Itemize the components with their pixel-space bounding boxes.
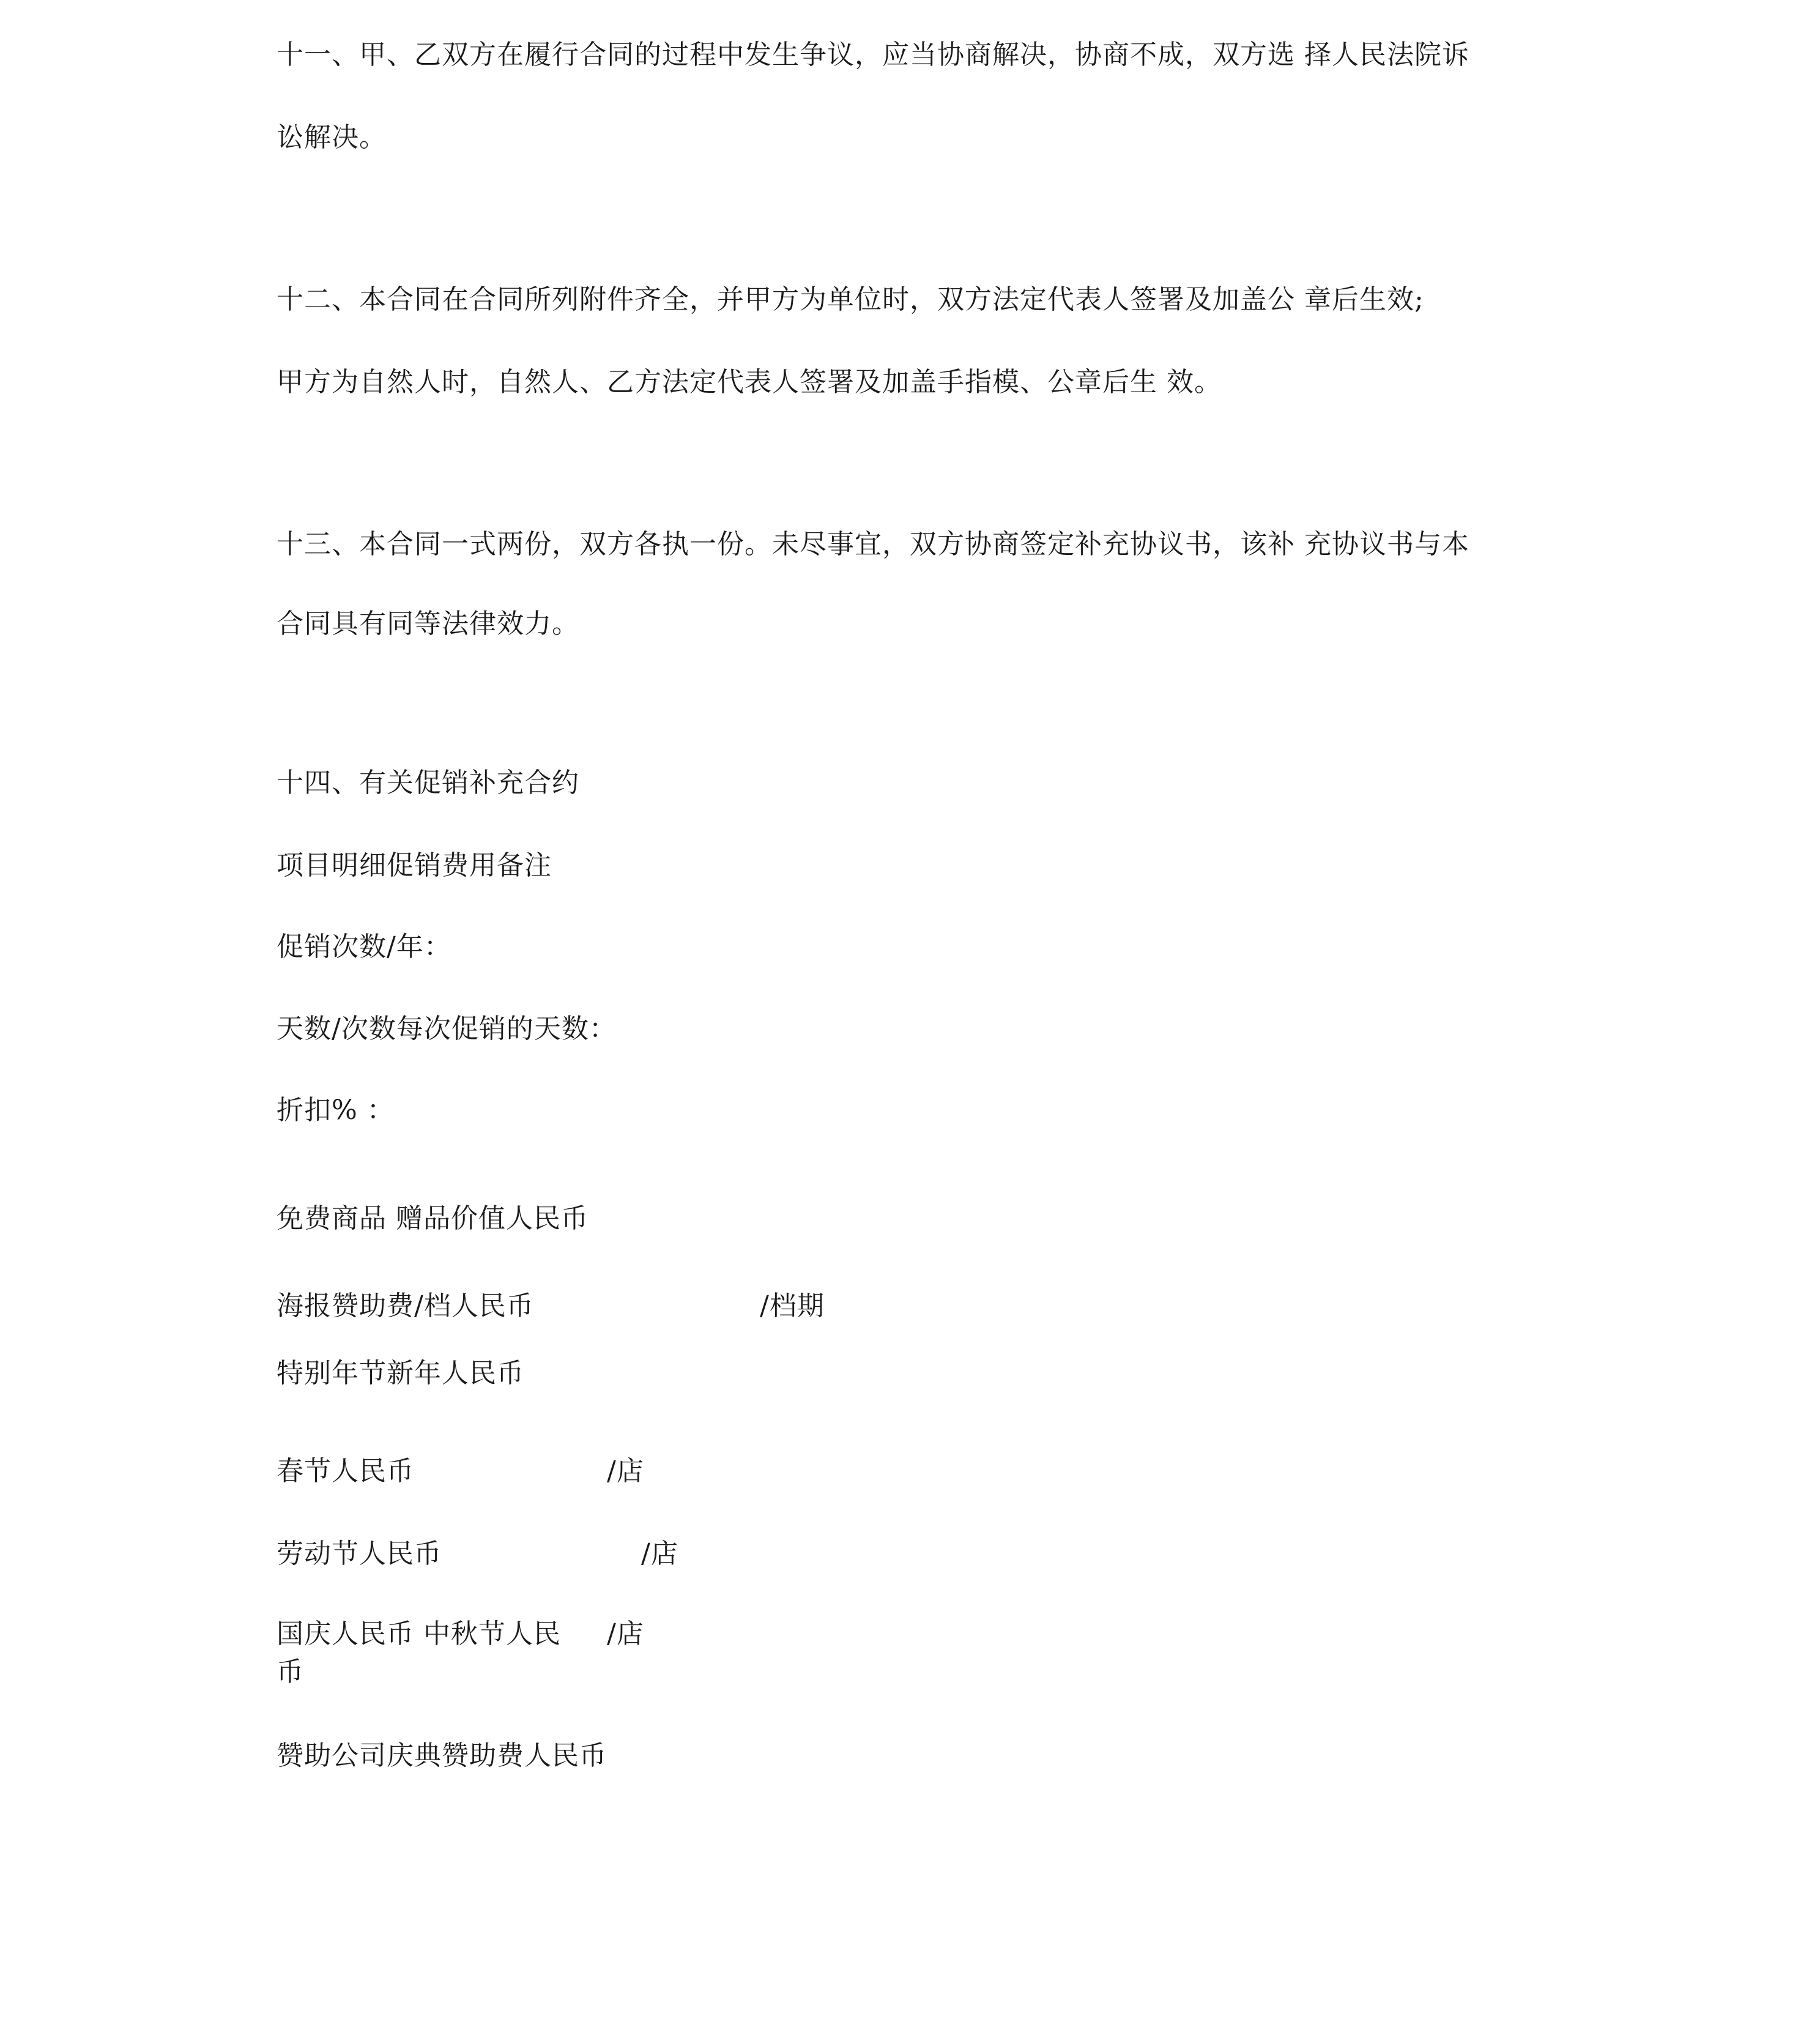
promo-count-label: 促销次数/年： <box>277 931 451 962</box>
special-holiday-label: 特别年节新年人民币 <box>277 1358 524 1389</box>
spring-festival-unit: /店 <box>607 1456 644 1487</box>
national-midautumn-unit: /店 <box>607 1618 644 1649</box>
poster-fee-unit: /档期 <box>760 1290 825 1322</box>
clause-13-line-2: 合同具有同等法律效力。 <box>277 608 579 639</box>
clause-13-line-1: 十三、本合同一式两份，双方各执一份。未尽事宜，双方协商签定补充协议书，该补 充协议书与本 <box>277 529 1469 560</box>
anniversary-sponsor-label: 赞助公司庆典赞助费人民币 <box>277 1740 607 1771</box>
discount-label: 折扣% ： <box>277 1095 395 1126</box>
poster-fee-label: 海报赞助费/档人民币 <box>277 1290 534 1322</box>
days-per-promo-label: 天数/次数每次促销的天数： <box>277 1013 617 1044</box>
national-midautumn-row <box>277 1615 766 1695</box>
free-goods-label: 免费商品 赠品价值人民币 <box>277 1203 589 1234</box>
spring-festival-label: 春节人民币 <box>277 1456 414 1487</box>
promo-table-header: 项目明细促销费用备注 <box>277 850 552 881</box>
clause-11-line-2: 讼解决。 <box>277 122 387 153</box>
labor-day-label: 劳动节人民币 <box>277 1538 442 1569</box>
clause-12-line-2: 甲方为自然人时，自然人、乙方法定代表人签署及加盖手指模、公章后生 效。 <box>277 366 1222 398</box>
national-midautumn-label-cont: 币 <box>277 1656 304 1687</box>
clause-14-title: 十四、有关促销补充合约 <box>277 767 579 798</box>
national-midautumn-label: 国庆人民币 中秋节人民 <box>277 1618 561 1649</box>
clause-12-line-1: 十二、本合同在合同所列附件齐全，并甲方为单位时，双方法定代表人签署及加盖公 章后生效; <box>277 284 1424 315</box>
labor-day-unit: /店 <box>641 1538 678 1569</box>
clause-11-line-1: 十一、甲、乙双方在履行合同的过程中发生争议，应当协商解决，协商不成，双方选 择人民法院诉 <box>277 39 1469 70</box>
